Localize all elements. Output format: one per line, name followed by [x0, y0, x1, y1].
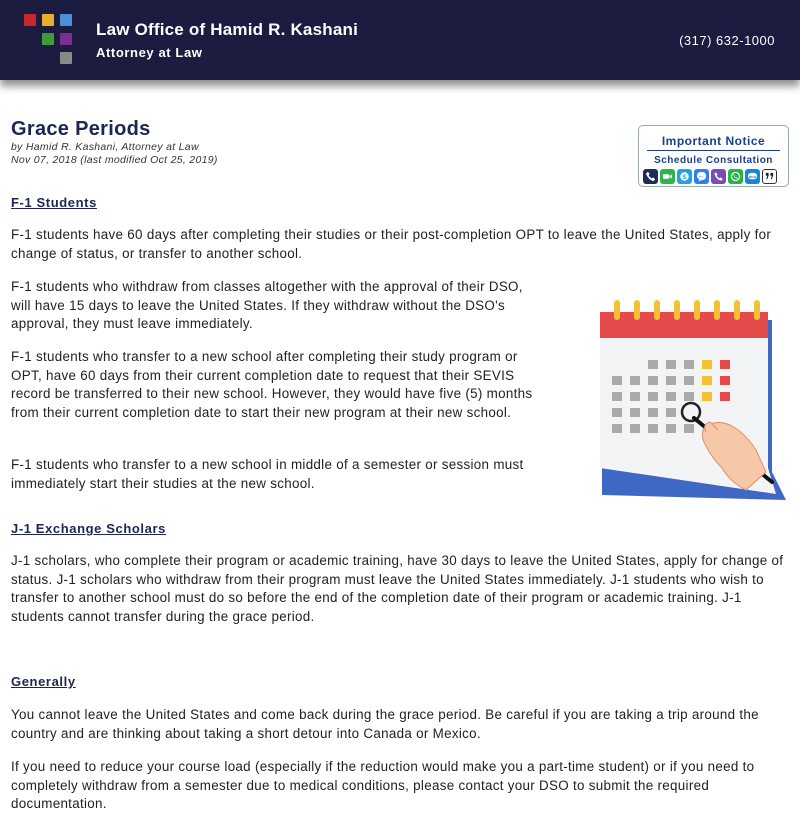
calendar-header-bar: [600, 312, 768, 338]
logo-icon[interactable]: [24, 14, 74, 66]
byline: [11, 141, 218, 167]
calendar-illustration: [596, 290, 786, 505]
section-heading-f1: F-1 Students: [11, 195, 97, 210]
viber-icon[interactable]: [711, 169, 726, 184]
messenger-icon[interactable]: [694, 169, 709, 184]
site-title[interactable]: Law Office of Hamid R. Kashani: [96, 20, 358, 39]
generally-paragraph-2: If you need to reduce your course load (especially if the reduction would make you a part-time student) or if you need to completely withdraw from a semester due to medical conditions, please contact your DSO to submit the required documentation.: [11, 759, 755, 811]
contact-icons: [643, 169, 777, 184]
j1-paragraph-1: J-1 scholars, who complete their program or academic training, have 30 days to leave the United States, apply for change of status. J-1 scholars who withdraw from their program must leave the United States immediately. J-1 students who wish to transfer to another school must do so before the end of the completion date of their program or academic training. J-1 students cannot transfer during the grace period.: [11, 553, 784, 624]
date-line: Nov 07, 2018 (last modified Oct 25, 2019): [11, 154, 218, 166]
generally-paragraph-1: You cannot leave the United States and come back during the grace period. Be careful if you are taking a trip around the country and are thinking about taking a short detour into Canada or Mexico.: [11, 707, 759, 741]
notice-divider: [647, 150, 780, 151]
svg-text:S: S: [682, 173, 687, 181]
section-heading-j1: J-1 Exchange Scholars: [11, 521, 166, 536]
hangouts-icon[interactable]: [762, 169, 777, 184]
phone-icon[interactable]: [643, 169, 658, 184]
site-header: [0, 0, 800, 80]
section-heading-generally: Generally: [11, 674, 76, 689]
svg-text:imo: imo: [748, 173, 757, 179]
imo-icon[interactable]: [745, 169, 760, 184]
notice-box: [638, 125, 789, 187]
f1-paragraph-4: F-1 students who transfer to a new school in middle of a semester or session must immediately start their studies at the new school.: [11, 457, 524, 491]
skype-icon[interactable]: [677, 169, 692, 184]
f1-paragraph-3: F-1 students who transfer to a new school after completing their study program or OPT, have 60 days from their current completion date to request that their SEVIS record be transferred to their new school. However, they would have five (5) months from their current completion date to start their new program at their new school.: [11, 349, 533, 420]
facetime-icon[interactable]: [660, 169, 675, 184]
notice-title[interactable]: Important Notice: [661, 134, 766, 148]
author-line: by Hamid R. Kashani, Attorney at Law: [11, 141, 199, 153]
schedule-consultation-link[interactable]: Schedule Consultation: [654, 155, 773, 166]
f1-paragraph-2: F-1 students who withdraw from classes altogether with the approval of their DSO, will have 15 days to leave the United States. If they withdraw without the DSO's approval, they must leave immediately.: [11, 279, 523, 331]
page-title: Grace Periods: [11, 118, 151, 140]
phone-number[interactable]: (317) 632-1000: [679, 33, 775, 48]
whatsapp-icon[interactable]: [728, 169, 743, 184]
f1-paragraph-1: F-1 students have 60 days after completing their studies or their post-completion OPT to leave the United States, apply for change of status, or transfer to another school.: [11, 227, 772, 261]
site-subtitle: Attorney at Law: [96, 45, 203, 60]
